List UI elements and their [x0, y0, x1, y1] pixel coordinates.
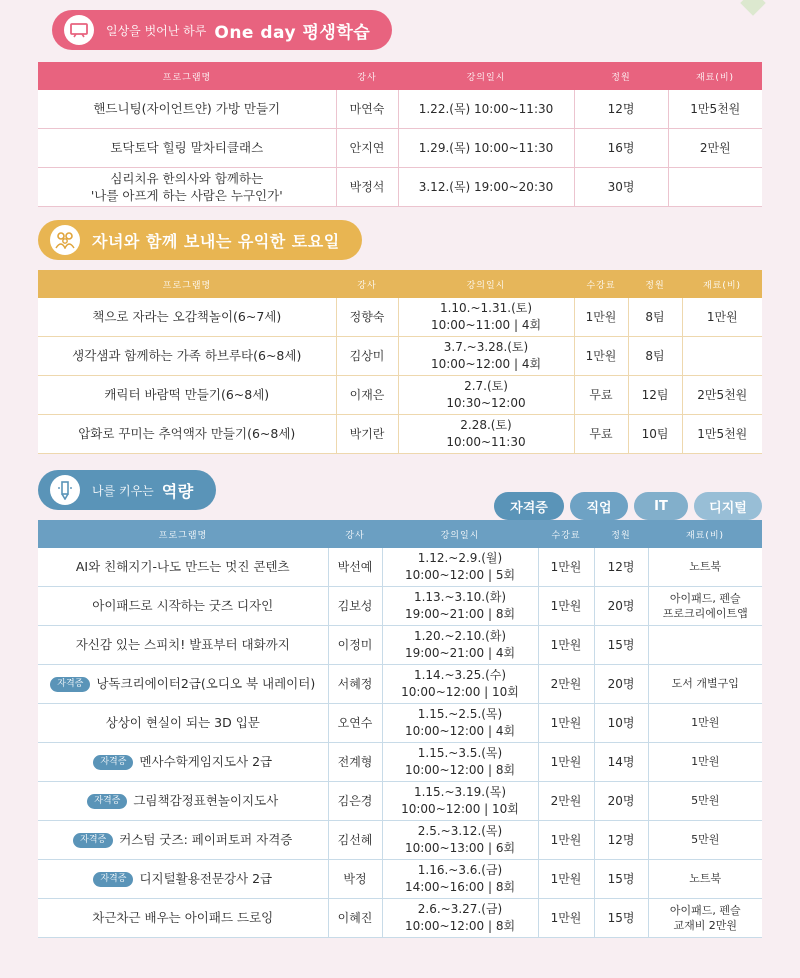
program-title: 핸드니팅(자이언트얀) 가방 만들기	[38, 90, 336, 129]
datetime	[382, 548, 538, 587]
col-capacity: 정원	[574, 62, 668, 90]
instructor: 전계형	[328, 743, 382, 782]
capacity: 8팀	[628, 298, 682, 337]
col-capacity: 정원	[594, 520, 648, 548]
col-datetime: 강의일시	[398, 62, 574, 90]
instructor: 김선혜	[328, 821, 382, 860]
tag-job: 직업	[570, 492, 628, 520]
date-range: 1.20.~2.10.(화)	[413, 629, 507, 644]
table-row	[38, 129, 762, 168]
material	[648, 626, 762, 665]
col-fee: 수강료	[574, 270, 628, 298]
datetime	[398, 415, 574, 454]
program-title	[38, 626, 328, 665]
material	[648, 860, 762, 899]
saturday-header-pill	[38, 220, 362, 260]
table-row	[38, 415, 762, 454]
instructor: 김상미	[336, 337, 398, 376]
material-line1: 아이패드, 펜슬	[669, 591, 741, 605]
program-title-text: 낭독크리에이터2급(오디오 북 내레이터)	[96, 676, 316, 692]
col-program: 프로그램명	[38, 270, 336, 298]
pencil-icon	[50, 475, 80, 505]
time-sessions: 10:00~11:30	[446, 435, 526, 449]
material	[648, 548, 762, 587]
fee: 1만원	[538, 548, 594, 587]
material-line1: 5만원	[691, 794, 720, 808]
capacity: 8팀	[628, 337, 682, 376]
time-sessions: 19:00~21:00 | 4회	[404, 646, 516, 660]
instructor: 정향숙	[336, 298, 398, 337]
time-sessions: 10:00~12:00 | 10회	[401, 685, 519, 699]
table-row	[38, 743, 762, 782]
program-title	[38, 548, 328, 587]
datetime	[382, 626, 538, 665]
material	[648, 782, 762, 821]
instructor: 이재은	[336, 376, 398, 415]
table-row	[38, 704, 762, 743]
time-sessions: 10:00~12:00 | 4회	[430, 357, 542, 371]
date-range: 3.7.~3.28.(토)	[443, 340, 529, 355]
program-title: 생각샘과 함께하는 가족 하브루타(6~8세)	[38, 337, 336, 376]
fee: 무료	[574, 376, 628, 415]
capacity: 10팀	[628, 415, 682, 454]
col-fee: 수강료	[538, 520, 594, 548]
material: 1만원	[682, 298, 762, 337]
capacity: 16명	[574, 129, 668, 168]
time-sessions: 10:30~12:00	[446, 396, 526, 410]
time-sessions: 10:00~11:00 | 4회	[430, 318, 542, 332]
table-header	[38, 520, 762, 548]
program-title-text: 멘사수학게임지도사 2급	[139, 754, 273, 770]
table-row	[38, 626, 762, 665]
datetime	[382, 860, 538, 899]
program-title-text: 아이패드로 시작하는 굿즈 디자인	[92, 598, 274, 614]
capacity: 30명	[574, 168, 668, 207]
table-row	[38, 821, 762, 860]
oneday-lead: 일상을 벗어난 하루	[106, 23, 207, 38]
material	[648, 899, 762, 938]
material-line1: 노트북	[689, 560, 722, 574]
col-program: 프로그램명	[38, 62, 336, 90]
col-instructor: 강사	[336, 270, 398, 298]
competency-section	[38, 470, 762, 938]
certificate-badge: 자격증	[93, 872, 133, 887]
material	[668, 168, 762, 207]
instructor: 박기란	[336, 415, 398, 454]
program-title	[38, 587, 328, 626]
table-header	[38, 270, 762, 298]
capacity: 10명	[594, 704, 648, 743]
instructor: 박선예	[328, 548, 382, 587]
datetime	[382, 821, 538, 860]
certificate-badge: 자격증	[73, 833, 113, 848]
fee: 2만원	[538, 665, 594, 704]
col-program: 프로그램명	[38, 520, 328, 548]
capacity: 15명	[594, 626, 648, 665]
tag-digital: 디지털	[694, 492, 762, 520]
program-title	[38, 168, 336, 207]
date-range: 1.10.~1.31.(토)	[439, 301, 533, 316]
fee: 무료	[574, 415, 628, 454]
program-title: 압화로 꾸미는 추억액자 만들기(6~8세)	[38, 415, 336, 454]
instructor: 박정	[328, 860, 382, 899]
material-line2: 프로크리에이트앱	[662, 607, 748, 620]
date-range: 2.5.~3.12.(목)	[417, 824, 503, 839]
competency-title: 역량	[161, 481, 194, 501]
fee: 1만원	[538, 587, 594, 626]
material-line1: 도서 개별구입	[671, 677, 739, 691]
material-line1: 5만원	[691, 833, 720, 847]
program-title: 캐릭터 바람떡 만들기(6~8세)	[38, 376, 336, 415]
material-line1: 아이패드, 펜슬	[669, 903, 741, 917]
col-instructor: 강사	[328, 520, 382, 548]
saturday-section	[38, 220, 762, 454]
competency-table	[38, 520, 762, 938]
table-row	[38, 168, 762, 207]
material	[648, 704, 762, 743]
capacity: 20명	[594, 665, 648, 704]
instructor: 마연숙	[336, 90, 398, 129]
program-title	[38, 860, 328, 899]
instructor: 안지연	[336, 129, 398, 168]
col-material: 재료(비)	[648, 520, 762, 548]
material: 2만5천원	[682, 376, 762, 415]
datetime: 3.12.(목) 19:00~20:30	[398, 168, 574, 207]
date-range: 1.15.~3.5.(목)	[417, 746, 503, 761]
date-range: 2.28.(토)	[460, 418, 512, 433]
program-title-text: 커스텀 굿즈: 페이퍼토퍼 자격증	[119, 832, 293, 848]
datetime: 1.22.(목) 10:00~11:30	[398, 90, 574, 129]
certificate-badge: 자격증	[87, 794, 127, 809]
date-range: 1.16.~3.6.(금)	[417, 863, 503, 878]
fee: 1만원	[574, 337, 628, 376]
program-title-text: 자신감 있는 스피치! 발표부터 대화까지	[75, 637, 290, 653]
tag-it: IT	[634, 492, 688, 520]
program-title	[38, 899, 328, 938]
instructor: 이혜진	[328, 899, 382, 938]
program-title-text: 그림책감정표현놀이지도사	[133, 793, 279, 809]
instructor: 서혜정	[328, 665, 382, 704]
material-line2: 교재비 2만원	[673, 919, 738, 932]
program-title-text: AI와 친해지기-나도 만드는 멋진 콘텐츠	[75, 559, 290, 575]
program-title: 토닥토닥 힐링 말차티클래스	[38, 129, 336, 168]
program-title-line2: '나를 아프게 하는 사람은 누구인가'	[90, 188, 283, 203]
datetime	[382, 899, 538, 938]
table-row	[38, 298, 762, 337]
fee: 1만원	[574, 298, 628, 337]
date-range: 2.6.~3.27.(금)	[417, 902, 503, 917]
program-title: 책으로 자라는 오감책놀이(6~7세)	[38, 298, 336, 337]
competency-header-pill	[38, 470, 216, 510]
table-row	[38, 899, 762, 938]
time-sessions: 10:00~12:00 | 4회	[404, 724, 516, 738]
instructor: 박정석	[336, 168, 398, 207]
date-range: 1.15.~3.19.(목)	[413, 785, 507, 800]
saturday-title: 자녀와 함께 보내는 유익한 토요일	[92, 231, 340, 251]
table-row	[38, 860, 762, 899]
certificate-badge: 자격증	[50, 677, 90, 692]
material	[648, 665, 762, 704]
datetime	[382, 704, 538, 743]
material: 1만5천원	[668, 90, 762, 129]
date-range: 1.14.~3.25.(수)	[413, 668, 507, 683]
capacity: 15명	[594, 860, 648, 899]
table-row	[38, 587, 762, 626]
datetime	[398, 376, 574, 415]
datetime	[382, 587, 538, 626]
program-title	[38, 821, 328, 860]
capacity: 12명	[574, 90, 668, 129]
material-line1: 1만원	[691, 755, 720, 769]
table-row	[38, 665, 762, 704]
family-icon	[50, 225, 80, 255]
capacity: 12명	[594, 821, 648, 860]
date-range: 1.12.~2.9.(월)	[417, 551, 503, 566]
datetime	[382, 665, 538, 704]
fee: 2만원	[538, 782, 594, 821]
time-sessions: 10:00~12:00 | 8회	[404, 763, 516, 777]
certificate-badge: 자격증	[93, 755, 133, 770]
time-sessions: 10:00~13:00 | 6회	[404, 841, 516, 855]
material: 2만원	[668, 129, 762, 168]
col-material: 재료(비)	[682, 270, 762, 298]
time-sessions: 19:00~21:00 | 8회	[404, 607, 516, 621]
program-title	[38, 782, 328, 821]
fee: 1만원	[538, 860, 594, 899]
instructor: 김보성	[328, 587, 382, 626]
datetime	[398, 337, 574, 376]
table-row	[38, 337, 762, 376]
program-title-text: 상상이 현실이 되는 3D 입문	[105, 715, 260, 731]
datetime: 1.29.(목) 10:00~11:30	[398, 129, 574, 168]
capacity: 12명	[594, 548, 648, 587]
capacity: 15명	[594, 899, 648, 938]
table-header	[38, 62, 762, 90]
col-capacity: 정원	[628, 270, 682, 298]
program-title	[38, 704, 328, 743]
material-line1: 노트북	[689, 872, 722, 886]
time-sessions: 10:00~12:00 | 8회	[404, 919, 516, 933]
date-range: 1.15.~2.5.(목)	[417, 707, 503, 722]
oneday-title: One day 평생학습	[214, 22, 371, 43]
oneday-section	[38, 10, 762, 207]
fee: 1만원	[538, 704, 594, 743]
oneday-table	[38, 62, 762, 207]
program-title-text: 디지털활용전문강사 2급	[139, 871, 273, 887]
program-title	[38, 743, 328, 782]
program-title-text: 차근차근 배우는 아이패드 드로잉	[92, 910, 274, 926]
material: 1만5천원	[682, 415, 762, 454]
table-row	[38, 548, 762, 587]
material	[648, 587, 762, 626]
fee: 1만원	[538, 899, 594, 938]
capacity: 14명	[594, 743, 648, 782]
fee: 1만원	[538, 626, 594, 665]
tag-certificate: 자격증	[494, 492, 564, 520]
date-range: 1.13.~3.10.(화)	[413, 590, 507, 605]
datetime	[398, 298, 574, 337]
time-sessions: 10:00~12:00 | 10회	[401, 802, 519, 816]
program-title-line1: 심리치유 한의사와 함께하는	[110, 170, 264, 186]
capacity: 20명	[594, 782, 648, 821]
category-tags	[494, 492, 762, 520]
material-line1: 1만원	[691, 716, 720, 730]
col-material: 재료(비)	[668, 62, 762, 90]
board-icon	[64, 15, 94, 45]
instructor: 오연수	[328, 704, 382, 743]
material	[648, 743, 762, 782]
fee: 1만원	[538, 821, 594, 860]
datetime	[382, 743, 538, 782]
datetime	[382, 782, 538, 821]
program-title	[38, 665, 328, 704]
table-row	[38, 782, 762, 821]
instructor: 이정미	[328, 626, 382, 665]
material	[682, 337, 762, 376]
saturday-table	[38, 270, 762, 454]
table-row	[38, 376, 762, 415]
col-datetime: 강의일시	[398, 270, 574, 298]
oneday-header-pill	[52, 10, 392, 50]
table-row	[38, 90, 762, 129]
col-instructor: 강사	[336, 62, 398, 90]
material	[648, 821, 762, 860]
time-sessions: 10:00~12:00 | 5회	[404, 568, 516, 582]
date-range: 2.7.(토)	[464, 379, 508, 394]
fee: 1만원	[538, 743, 594, 782]
competency-rows	[38, 548, 762, 938]
competency-lead: 나를 키우는	[92, 483, 154, 498]
capacity: 12팀	[628, 376, 682, 415]
capacity: 20명	[594, 587, 648, 626]
instructor: 김은경	[328, 782, 382, 821]
col-datetime: 강의일시	[382, 520, 538, 548]
time-sessions: 14:00~16:00 | 8회	[404, 880, 516, 894]
